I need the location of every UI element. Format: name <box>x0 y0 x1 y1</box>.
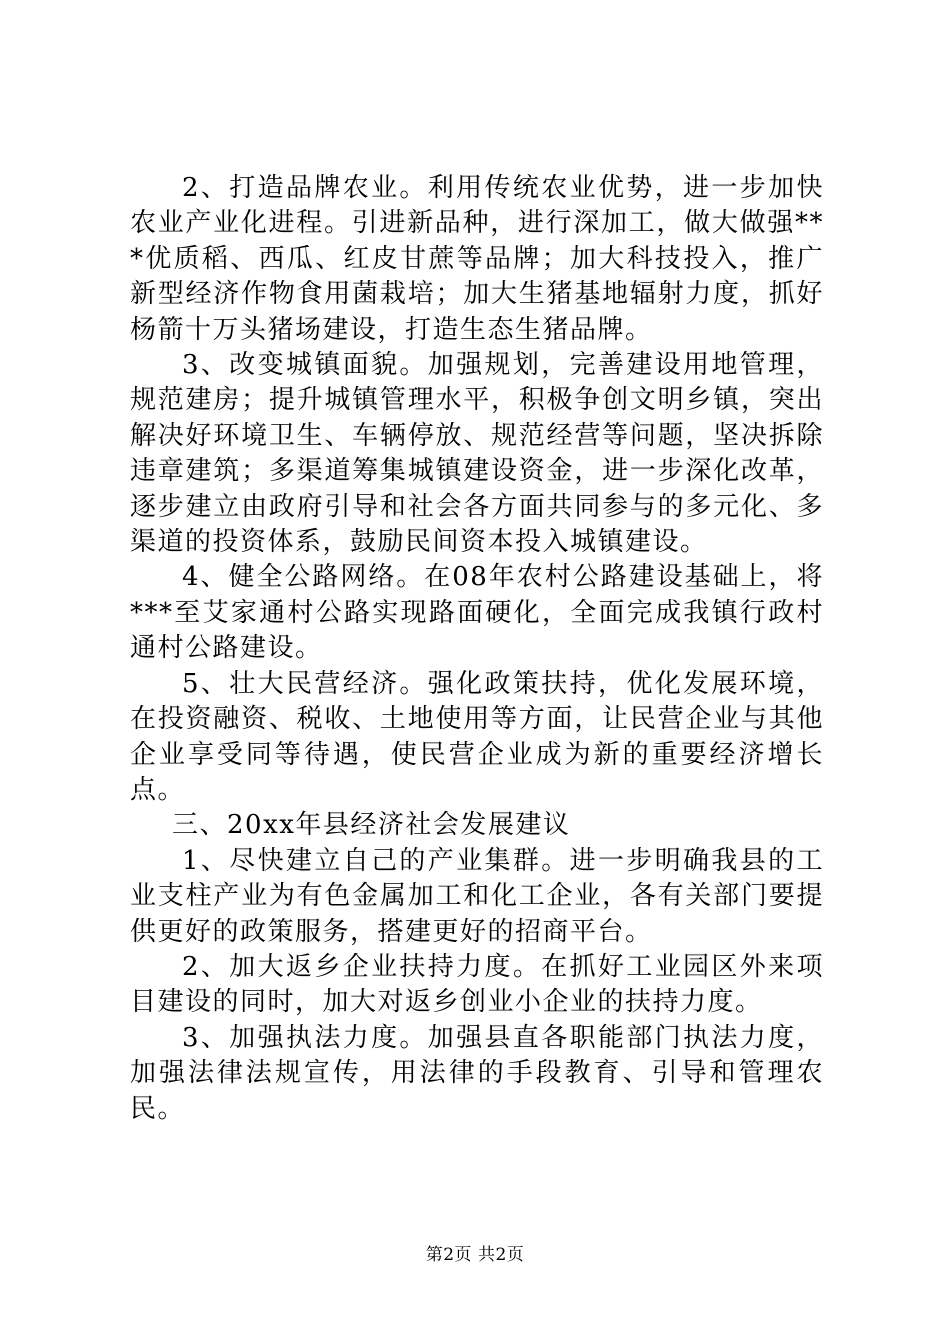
paragraph-road-network: 4、健全公路网络。在08年农村公路建设基础上，将***至艾家通村公路实现路面硬化，全面完成我镇行政村通村公路建设。 <box>130 562 824 664</box>
section-heading: 三、20xx年县经济社会发展建议 <box>172 810 571 841</box>
document-body <box>130 171 824 1127</box>
paragraph-town-appearance: 3、改变城镇面貌。加强规划，完善建设用地管理，规范建房；提升城镇管理水平，积极争创文明乡镇，突出解决好环境卫生、车辆停放、规范经营等问题，坚决拆除违章建筑；多渠道筹集城镇建设资金，进一步深化改革，逐步建立由政府引导和社会各方面共同参与的多元化、多渠道的投资体系，鼓励民间资本投入城镇建设。 <box>130 350 824 558</box>
paragraph-private-economy: 5、壮大民营经济。强化政策扶持，优化发展环境，在投资融资、税收、土地使用等方面，让民营企业与其他企业享受同等待遇，使民营企业成为新的重要经济增长点。 <box>130 668 824 805</box>
paragraph-industry-cluster: 1、尽快建立自己的产业集群。进一步明确我县的工业支柱产业为有色金属加工和化工企业，各有关部门要提供更好的政策服务，搭建更好的招商平台。 <box>130 845 824 947</box>
paragraph-brand-agriculture: 2、打造品牌农业。利用传统农业优势，进一步加快农业产业化进程。引进新品种，进行深加工，做大做强***优质稻、西瓜、红皮甘蔗等品牌；加大科技投入，推广新型经济作物食用菌栽培；加大生猪基地辐射力度，抓好杨箭十万头猪场建设，打造生态生猪品牌。 <box>130 173 824 345</box>
page-footer: 第2页 共2页 <box>425 1245 525 1265</box>
paragraph-returning-enterprises: 2、加大返乡企业扶持力度。在抓好工业园区外来项目建设的同时，加大对返乡创业小企业的扶持力度。 <box>130 951 824 1018</box>
paragraph-law-enforcement: 3、加强执法力度。加强县直各职能部门执法力度，加强法律法规宣传，用法律的手段教育、引导和管理农民。 <box>130 1022 824 1124</box>
